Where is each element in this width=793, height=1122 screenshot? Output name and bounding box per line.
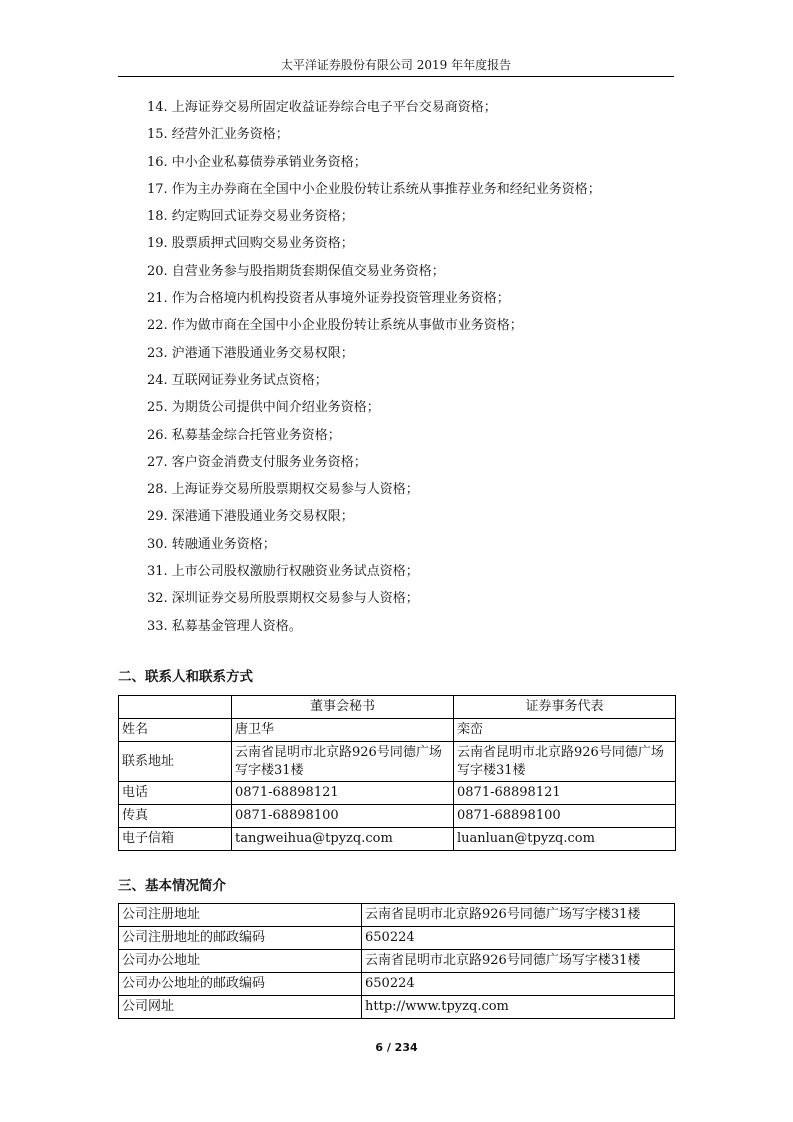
- qualification-list: [147, 94, 601, 640]
- basic-section-heading: 三、基本情况简介: [118, 878, 226, 894]
- secretary-cell: 0871-68898100: [232, 805, 454, 828]
- row-label: 公司网址: [119, 996, 362, 1019]
- list-item: 25. 为期货公司提供中间介绍业务资格；: [147, 400, 380, 416]
- rep-cell: 0871-68898121: [454, 782, 676, 805]
- list-item: 30. 转融通业务资格；: [147, 536, 276, 552]
- list-item: 22. 作为做市商在全国中小企业股份转让系统从事做市业务资格；: [147, 318, 523, 334]
- list-item: 17. 作为主办券商在全国中小企业股份转让系统从事推荐业务和经纪业务资格；: [147, 181, 601, 197]
- header-empty-cell: [119, 696, 232, 719]
- row-label: 电话: [119, 782, 232, 805]
- list-item: 32. 深圳证券交易所股票期权交易参与人资格；: [147, 591, 419, 607]
- basic-info-table: [118, 903, 675, 1019]
- secretary-cell: 唐卫华: [232, 719, 454, 742]
- header-divider: [118, 76, 674, 77]
- row-label: 传真: [119, 805, 232, 828]
- report-header-title: 太平洋证券股份有限公司 2019 年年度报告: [280, 58, 512, 72]
- row-value: 云南省昆明市北京路926号同德广场写字楼31楼: [362, 904, 675, 927]
- secretary-cell: 0871-68898121: [232, 782, 454, 805]
- secretary-cell: 云南省昆明市北京路926号同德广场写字楼31楼: [232, 742, 454, 782]
- row-label: 姓名: [119, 719, 232, 742]
- list-item: 18. 约定购回式证券交易业务资格；: [147, 209, 354, 225]
- row-value: 650224: [362, 973, 675, 996]
- secretary-cell: tangweihua@tpyzq.com: [232, 828, 454, 851]
- table-row: [119, 719, 676, 742]
- list-item: 15. 经营外汇业务资格；: [147, 127, 289, 143]
- table-row: [119, 782, 676, 805]
- table-row: [119, 927, 675, 950]
- table-row: [119, 805, 676, 828]
- rep-cell: luanluan@tpyzq.com: [454, 828, 676, 851]
- website-value: http://www.tpyzq.com: [362, 996, 675, 1019]
- row-label: 公司办公地址: [119, 950, 362, 973]
- list-item: 31. 上市公司股权激励行权融资业务试点资格；: [147, 564, 419, 580]
- page-number: 6 / 234: [375, 1041, 418, 1054]
- list-item: 21. 作为合格境内机构投资者从事境外证券投资管理业务资格；: [147, 291, 510, 307]
- row-label: 联系地址: [119, 742, 232, 782]
- table-row: [119, 950, 675, 973]
- list-item: 16. 中小企业私募债券承销业务资格；: [147, 154, 367, 170]
- list-item: 28. 上海证券交易所股票期权交易参与人资格；: [147, 482, 419, 498]
- row-label: 电子信箱: [119, 828, 232, 851]
- list-item: 20. 自营业务参与股指期货套期保值交易业务资格；: [147, 263, 445, 279]
- row-label: 公司注册地址的邮政编码: [119, 927, 362, 950]
- contact-table: [118, 695, 676, 851]
- row-value: 650224: [362, 927, 675, 950]
- list-item: 26. 私募基金综合托管业务资格；: [147, 427, 341, 443]
- table-row: [119, 973, 675, 996]
- rep-cell: 栾峦: [454, 719, 676, 742]
- table-row: [119, 996, 675, 1019]
- rep-cell: 0871-68898100: [454, 805, 676, 828]
- table-row: [119, 742, 676, 782]
- row-label: 公司办公地址的邮政编码: [119, 973, 362, 996]
- table-row: [119, 828, 676, 851]
- row-value: 云南省昆明市北京路926号同德广场写字楼31楼: [362, 950, 675, 973]
- header-rep: 证券事务代表: [454, 696, 676, 719]
- list-item: 24. 互联网证券业务试点资格；: [147, 372, 328, 388]
- list-item: 19. 股票质押式回购交易业务资格；: [147, 236, 354, 252]
- table-header-row: [119, 696, 676, 719]
- contact-section-heading: 二、联系人和联系方式: [118, 669, 253, 685]
- list-item: 29. 深港通下港股通业务交易权限；: [147, 509, 354, 525]
- header-secretary: 董事会秘书: [232, 696, 454, 719]
- rep-cell: 云南省昆明市北京路926号同德广场写字楼31楼: [454, 742, 676, 782]
- list-item: 14. 上海证券交易所固定收益证券综合电子平台交易商资格；: [147, 100, 497, 115]
- list-item: 33. 私募基金管理人资格。: [147, 618, 302, 634]
- list-item: 27. 客户资金消费支付服务业务资格；: [147, 454, 367, 470]
- row-label: 公司注册地址: [119, 904, 362, 927]
- table-row: [119, 904, 675, 927]
- list-item: 23. 沪港通下港股通业务交易权限；: [147, 345, 354, 361]
